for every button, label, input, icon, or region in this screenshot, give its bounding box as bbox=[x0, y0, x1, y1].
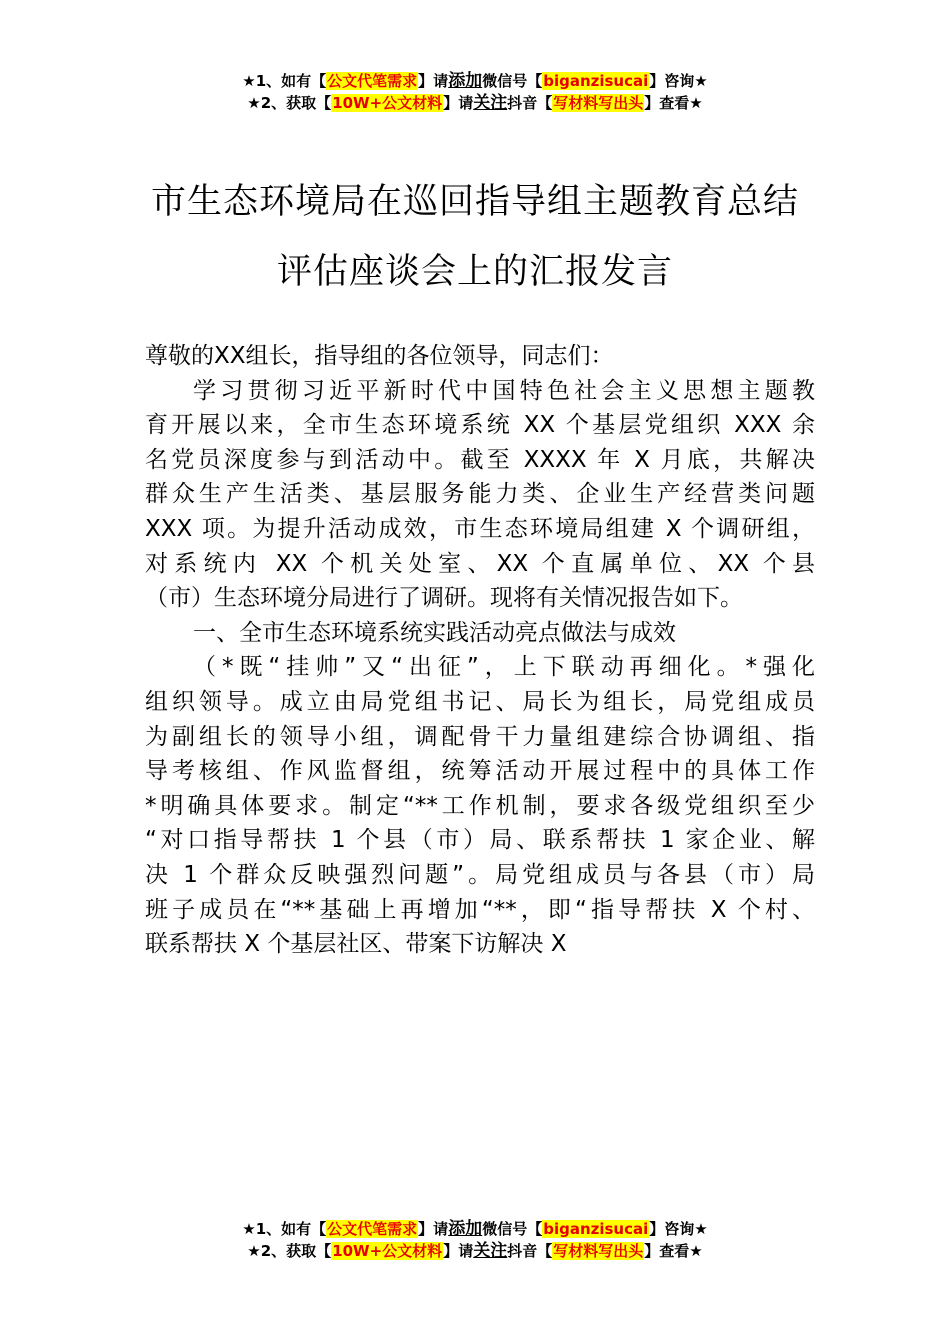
body-line: 学习贯彻习近平新时代中国特色社会主义思想主题教 bbox=[193, 377, 815, 404]
body-line: 班子成员在“**基础上再增加“**，即“指导帮扶 X 个村、 bbox=[145, 896, 815, 923]
banner-text: 微信号【 bbox=[482, 1220, 543, 1238]
banner-text: 】查看 bbox=[644, 94, 690, 112]
body-line: *明确具体要求。制定“**工作机制，要求各级党组织至少 bbox=[145, 792, 815, 819]
star-icon: ★ bbox=[242, 72, 256, 90]
banner-text: 】请 bbox=[443, 1242, 474, 1260]
star-icon: ★ bbox=[247, 94, 261, 112]
highlight-wechat-id: biganzisucai bbox=[543, 1220, 649, 1238]
banner-text: 】请 bbox=[418, 72, 449, 90]
body-line: （*既“挂帅”又“出征”，上下联动再细化。*强化 bbox=[193, 654, 815, 681]
star-icon: ★ bbox=[242, 1220, 256, 1238]
banner-text: 2、获取【 bbox=[260, 1242, 332, 1260]
underlined-add: 添加 bbox=[448, 71, 483, 91]
underlined-add: 添加 bbox=[448, 1219, 483, 1239]
banner-text: 抖音【 bbox=[507, 94, 553, 112]
document-body bbox=[145, 339, 815, 962]
underlined-follow: 关注 bbox=[473, 1241, 508, 1261]
body-line: 组织领导。成立由局党组书记、局长为组长，局党组成员 bbox=[145, 688, 815, 715]
banner-line-2 bbox=[0, 92, 950, 114]
document-title-line-2: 评估座谈会上的汇报发言 bbox=[276, 252, 673, 292]
body-line: （市）生态环境分局进行了调研。现将有关情况报告如下。 bbox=[145, 585, 743, 612]
banner-text: 微信号【 bbox=[482, 72, 543, 90]
header-banner bbox=[0, 70, 950, 114]
banner-text: 】咨询 bbox=[649, 1220, 695, 1238]
body-line: 群众生产生活类、基层服务能力类、企业生产经营类问题 bbox=[145, 481, 815, 508]
banner-text: 】查看 bbox=[644, 1242, 690, 1260]
banner-text: 】咨询 bbox=[649, 72, 695, 90]
highlight-service: 公文代笔需求 bbox=[327, 1220, 418, 1238]
banner-text: 】请 bbox=[418, 1220, 449, 1238]
body-line: XXX 项。为提升活动成效，市生态环境局组建 X 个调研组， bbox=[145, 515, 815, 542]
banner-text: 1、如有【 bbox=[255, 72, 327, 90]
section-heading: 一、全市生态环境系统实践活动亮点做法与成效 bbox=[193, 619, 676, 646]
star-icon: ★ bbox=[694, 72, 708, 90]
banner-text: 1、如有【 bbox=[255, 1220, 327, 1238]
highlight-materials: 10W+公文材料 bbox=[332, 94, 443, 112]
underlined-follow: 关注 bbox=[473, 93, 508, 113]
body-line: 联系帮扶 X 个基层社区、带案下访解决 X bbox=[145, 931, 567, 958]
highlight-douyin-id: 写材料写出头 bbox=[553, 1242, 644, 1260]
banner-line-1 bbox=[0, 70, 950, 92]
footer-banner bbox=[0, 1218, 950, 1262]
star-icon: ★ bbox=[694, 1220, 708, 1238]
highlight-douyin-id: 写材料写出头 bbox=[553, 94, 644, 112]
body-line: 育开展以来，全市生态环境系统 XX 个基层党组织 XXX 余 bbox=[145, 412, 815, 439]
body-line: 名党员深度参与到活动中。截至 XXXX 年 X 月底，共解决 bbox=[145, 446, 815, 473]
highlight-service: 公文代笔需求 bbox=[327, 72, 418, 90]
star-icon: ★ bbox=[247, 1242, 261, 1260]
highlight-wechat-id: biganzisucai bbox=[543, 72, 649, 90]
body-line: 导考核组、作风监督组，统筹活动开展过程中的具体工作 bbox=[145, 758, 815, 785]
banner-text: 抖音【 bbox=[507, 1242, 553, 1260]
document-title-line-1: 市生态环境局在巡回指导组主题教育总结 bbox=[150, 182, 799, 222]
star-icon: ★ bbox=[689, 94, 703, 112]
body-line: 决 1 个群众反映强烈问题”。局党组成员与各县（市）局 bbox=[145, 861, 815, 888]
banner-text: 】请 bbox=[443, 94, 474, 112]
banner-line-1 bbox=[0, 1218, 950, 1240]
star-icon: ★ bbox=[689, 1242, 703, 1260]
banner-text: 2、获取【 bbox=[260, 94, 332, 112]
salutation: 尊敬的XX组长，指导组的各位领导，同志们： bbox=[145, 343, 614, 369]
body-line: 为副组长的领导小组，调配骨干力量组建综合协调组、指 bbox=[145, 723, 815, 750]
highlight-materials: 10W+公文材料 bbox=[332, 1242, 443, 1260]
body-line: “对口指导帮扶 1 个县（市）局、联系帮扶 1 家企业、解 bbox=[145, 827, 815, 854]
body-line: 对系统内 XX 个机关处室、XX 个直属单位、XX 个县 bbox=[145, 550, 815, 577]
banner-line-2 bbox=[0, 1240, 950, 1262]
